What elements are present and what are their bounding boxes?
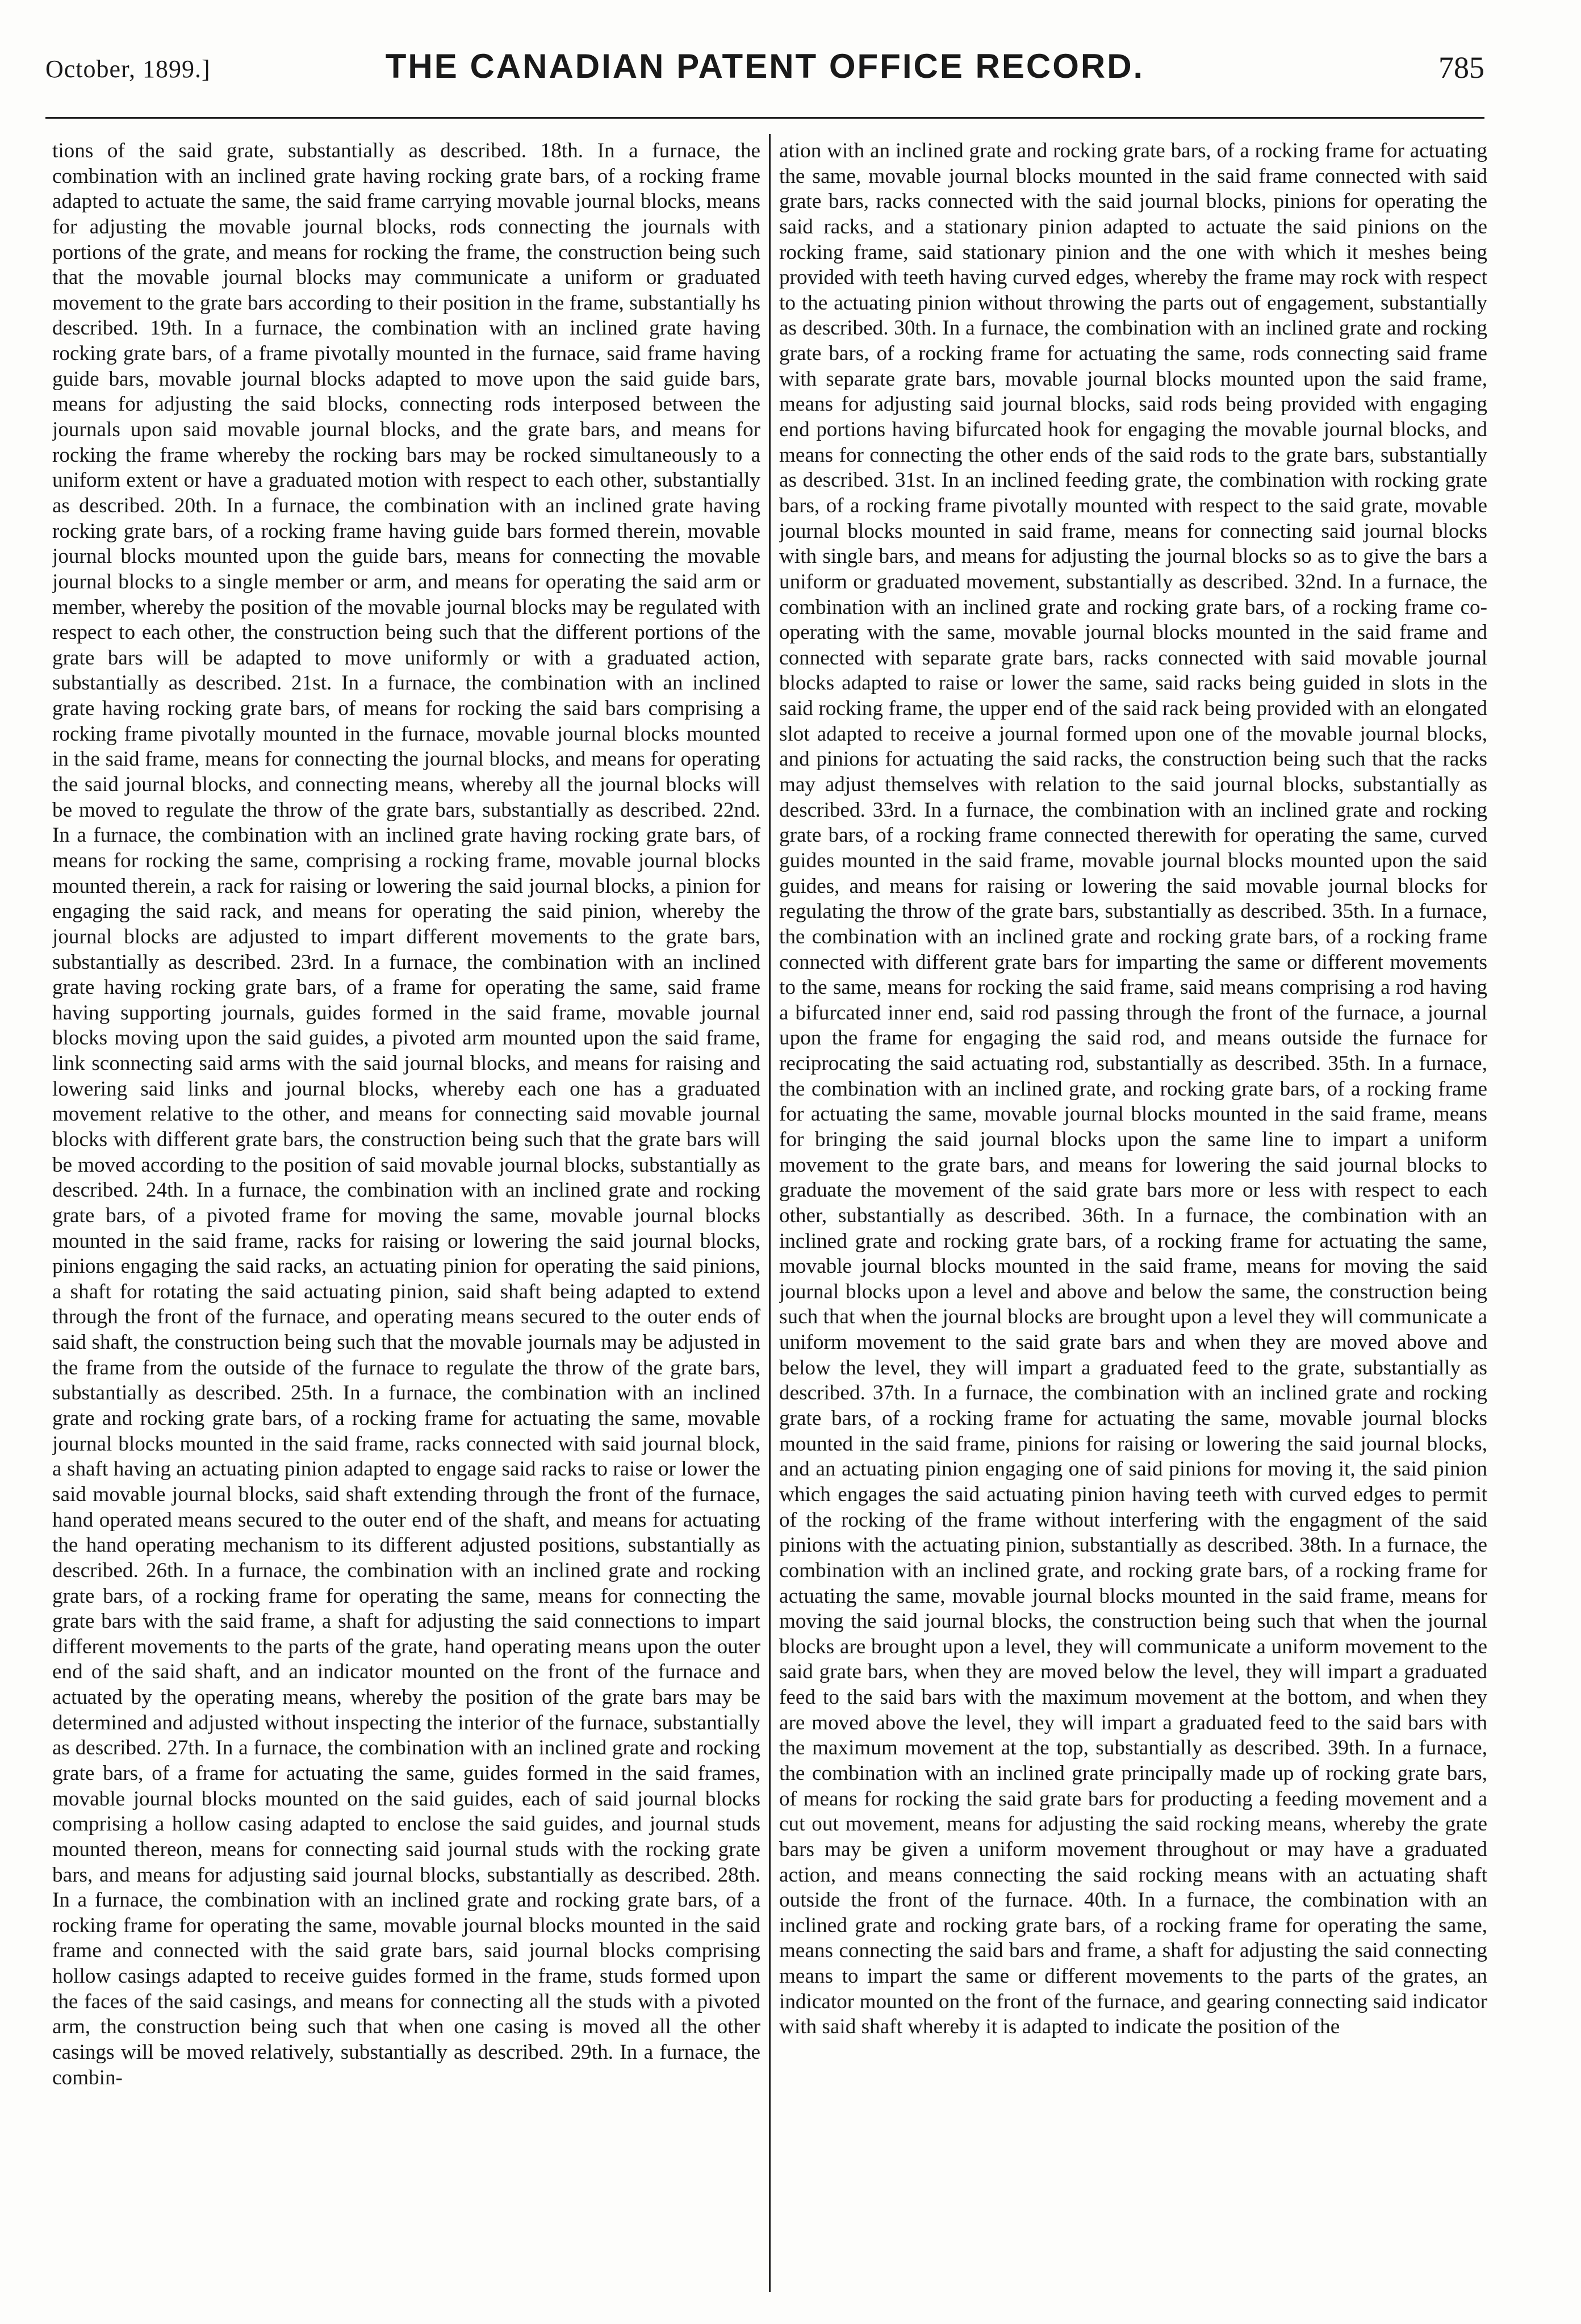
page-number: 785	[1438, 51, 1484, 85]
text-column-left: tions of the said grate, substantially as described. 18th. In a furnace, the combination with an inclined grate having rocking grate bars, of a rocking frame adapted to actuate the same, the said frame carrying movable journal blocks, means for adjusting the movable journal blocks, rods connecting the journals with portions of the grate, and means for rocking the frame, the construction being such that the movable journal blocks may communicate a uniform or graduated movement to the grate bars according to their position in the frame, substantially hs described. 19th. In a furnace, the combination with an inclined grate having rocking grate bars, of a frame pivotally mounted in the furnace, said frame having guide bars, movable journal blocks adapted to move upon the said guide bars, means for adjusting the said blocks, connecting rods interposed between the journals upon said movable journal blocks, and the grate bars, and means for rocking the frame whereby the rocking bars may be rocked simultaneously to a uniform extent or have a graduated motion with respect to each other, substantially as described. 20th. In a furnace, the combination with an inclined grate having rocking grate bars, of a rocking frame having guide bars formed therein, movable journal blocks mounted upon the guide bars, means for connecting the movable journal blocks to a single member or arm, and means for operating the said arm or member, whereby the position of the movable journal blocks may be regulated with respect to each other, the construction being such that the different portions of the grate bars will be adapted to move uniformly or with a graduated action, substantially as described. 21st. In a furnace, the combination with an inclined grate having rocking grate bars, of means for rocking the said bars comprising a rocking frame pivotally mounted in the furnace, movable journal blocks mounted in the said frame, means for connecting the journal blocks, and means for operating the said journal blocks, and connecting means, whereby all the journal blocks will be moved to regulate the throw of the grate bars, substantially as described. 22nd. In a furnace, the combination with an inclined grate having rocking grate bars, of means for rocking the same, comprising a rocking frame, movable journal blocks mounted therein, a rack for raising or lowering the said journal blocks, a pinion for engaging the said rack, and means for operating the said pinion, whereby the journal blocks are adjusted to impart different movements to the grate bars, substantially as described. 23rd. In a furnace, the combination with an inclined grate having rocking grate bars, of a frame for operating the same, said frame having supporting journals, guides formed in the said frame, movable journal blocks moving upon the said guides, a pivoted arm mounted upon the said frame, link sconnecting said arms with the said journal blocks, and means for raising and lowering said links and journal blocks, whereby each one has a graduated movement relative to the other, and means for connecting said movable journal blocks with different grate bars, the construction being such that the grate bars will be moved according to the position of said movable journal blocks, substantially as described. 24th. In a furnace, the combination with an inclined grate and rocking grate bars, of a pivoted frame for moving the same, movable journal blocks mounted in the said frame, racks for raising or lowering the said journal blocks, pinions engaging the said racks, an actuating pinion for operating the said pinions, a shaft for rotating the said actuating pinion, said shaft being adapted to extend through the front of the furnace, and operating means secured to the outer ends of said shaft, the construction being such that the movable journals may be adjusted in the frame from the outside of the furnace to regulate the throw of the grate bars, substantially as described. 25th. In a furnace, the combination with an inclined grate and rocking grate bars, of a rocking frame for actuating the same, movable journal blocks mounted in the said frame, racks connected with said journal block, a shaft having an actuating pinion adapted to engage said racks to raise or lower the said movable journal blocks, said shaft extending through the front of the furnace, hand operated means secured to the outer end of the shaft, and means for actuating the hand operating mechanism to its different adjusted positions, substantially as described. 26th. In a furnace, the combination with an inclined grate and rocking grate bars, of a rocking frame for operating the same, means for connecting the grate bars with the said frame, a shaft for adjusting the said connections to impart different movements to the parts of the grate, hand operating means upon the outer end of the said shaft, and an indicator mounted on the front of the furnace and actuated by the operating means, whereby the position of the grate bars may be determined and adjusted without inspecting the interior of the furnace, substantially as described. 27th. In a furnace, the combination with an inclined grate and rocking grate bars, of a frame for actuating the same, guides formed in the said frames, movable journal blocks mounted on the said guides, each of said journal blocks comprising a hollow casing adapted to enclose the said guides, and journal studs mounted thereon, means for connecting said journal studs with the rocking grate bars, and means for adjusting said journal blocks, substantially as described. 28th. In a furnace, the combination with an inclined grate and rocking grate bars, of a rocking frame for operating the same, movable journal blocks mounted in the said frame and connected with the said grate bars, said journal blocks comprising hollow casings adapted to receive guides formed in the frame, studs formed upon the faces of the said casings, and means for connecting all the studs with a pivoted arm, the construction being such that when one casing is moved all the other casings will be moved relatively, substantially as described. 29th. In a furnace, the combin-	[52, 139, 760, 2089]
text-column-right: ation with an inclined grate and rocking grate bars, of a rocking frame for actuating the same, movable journal blocks mounted in the said frame connected with said grate bars, racks connected with the said journal blocks, pinions for operating the said racks, and a stationary pinion adapted to actuate the said pinions on the rocking frame, said stationary pinion and the one with which it meshes being provided with teeth having curved edges, whereby the frame may rock with respect to the actuating pinion without throwing the parts out of engagement, substantially as described. 30th. In a furnace, the combination with an inclined grate and rocking grate bars, of a rocking frame for actuating the same, rods connecting said frame with separate grate bars, movable journal blocks mounted upon the said frame, means for adjusting said journal blocks, said rods being provided with engaging end portions having bifurcated hook for engaging the movable journal blocks, and means for connecting the other ends of the said rods to the grate bars, substantially as described. 31st. In an inclined feeding grate, the combination with rocking grate bars, of a rocking frame pivotally mounted with respect to the said grate, movable journal blocks mounted in said frame, means for connecting said journal blocks with single bars, and means for adjusting the journal blocks so as to give the bars a uniform or graduated movement, substantially as described. 32nd. In a furnace, the combination with an inclined grate and rocking grate bars, of a rocking frame co-operating with the same, movable journal blocks mounted in the said frame and connected with separate grate bars, racks connected with said movable journal blocks adapted to raise or lower the same, said racks being guided in slots in the said rocking frame, the upper end of the said rack being provided with an elongated slot adapted to receive a journal formed upon one of the movable journal blocks, and pinions for actuating the said racks, the construction being such that the racks may adjust themselves with relation to the said journal blocks, substantially as described. 33rd. In a furnace, the combination with an inclined grate and rocking grate bars, of a rocking frame connected therewith for operating the same, curved guides mounted in the said frame, movable journal blocks mounted upon the said guides, and means for raising or lowering the said movable journal blocks for regulating the throw of the grate bars, substantially as described. 35th. In a furnace, the combination with an inclined grate and rocking grate bars, of a rocking frame connected with different grate bars for imparting the same or different movements to the same, means for rocking the said frame, said means comprising a rod having a bifurcated inner end, said rod passing through the front of the furnace, a journal upon the frame for engaging the said rod, and means outside the furnace for reciprocating the said actuating rod, substantially as described. 35th. In a furnace, the combination with an inclined grate, and rocking grate bars, of a rocking frame for actuating the same, movable journal blocks mounted in the said frame, means for bringing the said journal blocks upon the same line to impart a uniform movement to the grate bars, and means for lowering the said journal blocks to graduate the movement of the said grate bars more or less with respect to each other, substantially as described. 36th. In a furnace, the combination with an inclined grate and rocking grate bars, of a rocking frame for actuating the same, movable journal blocks mounted in the said frame, means for moving the said journal blocks upon a level and above and below the same, the construction being such that when the journal blocks are brought upon a level they will communicate a uniform movement to the said grate bars and when they are moved above and below the level, they will impart a graduated feed to the grate, substantially as described. 37th. In a furnace, the combination with an inclined grate and rocking grate bars, of a rocking frame for actuating the same, movable journal blocks mounted in the said frame, pinions for raising or lowering the said journal blocks, and an actuating pinion engaging one of said pinions for moving it, the said pinion which engages the said actuating pinion having teeth with curved edges to permit of the rocking of the frame without interfering with the engagment of the said pinions with the actuating pinion, substantially as described. 38th. In a furnace, the combination with an inclined grate, and rocking grate bars, of a rocking frame for actuating the same, movable journal blocks mounted in the said frame, means for moving the said journal blocks, the construction being such that when the journal blocks are brought upon a level, they will communicate a uniform movement to the said grate bars, when they are moved below the level, they will impart a graduated feed to the said bars with the maximum movement at the bottom, and when they are moved above the level, they will impart a graduated feed to the said bars with the maximum movement at the top, substantially as described. 39th. In a furnace, the combination with an inclined grate principally made up of rocking grate bars, of means for rocking the said grate bars for producting a feeding movement and a cut out movement, means for adjusting the said rocking means, whereby the grate bars may be given a uniform movement throughout or may have a graduated action, and means connecting the said rocking means with an actuating shaft outside the front of the furnace. 40th. In a furnace, the combination with an inclined grate and rocking grate bars, of a rocking frame for operating the same, means connecting the said bars and frame, a shaft for adjusting the said connecting means to impart the same or different movements to the parts of the grates, an indicator mounted on the front of the furnace, and gearing connecting said indicator with said shaft whereby it is adapted to indicate the position of the	[779, 139, 1487, 2039]
column-divider	[769, 134, 771, 2292]
header-rule	[45, 117, 1484, 119]
publication-title: THE CANADIAN PATENT OFFICE RECORD.	[385, 47, 1145, 85]
issue-date: October, 1899.]	[45, 55, 211, 83]
page-header	[45, 44, 1484, 95]
